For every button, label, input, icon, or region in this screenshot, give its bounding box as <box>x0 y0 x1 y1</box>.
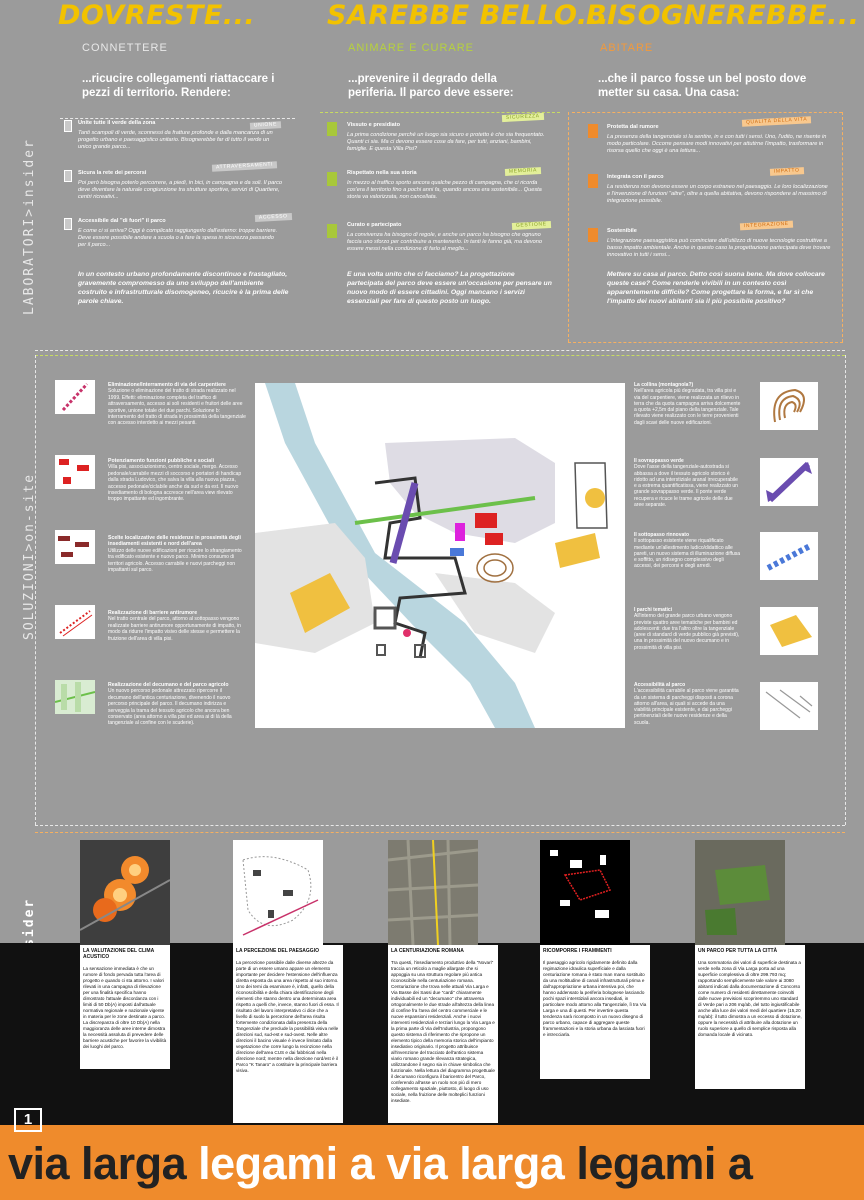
solution-left-5 <box>108 682 246 727</box>
band-text-dark: via larga <box>8 1138 199 1189</box>
solution-title: Scelte localizzative delle residenze in prossimità degli insediamenti esistenti e nord dell'area <box>108 535 241 548</box>
solution-title: Accessibilità al parco <box>634 682 686 688</box>
solution-text: Utilizzo delle nuove edificazioni per ricucire lo sfrangiamento tra edificato esistente e nuovo parco. Minimo consumo di territori agricolo. Accesso carrabile e nuovi parcheggi non impattanti sul parco. <box>108 547 242 574</box>
col1-subtitle: CONNETTERE <box>82 42 168 54</box>
solution-thumbnail <box>55 605 95 639</box>
solution-thumbnail <box>760 607 818 655</box>
col3-heading: BISOGNEREBBE... <box>586 0 860 31</box>
solution-title: Eliminazione/Interramento di via del carpentiere <box>108 382 226 388</box>
solution-text: Nel tratto centrale del parco, attorno al sottopasso vengono realizzate barriere antirumore opportunamente di impatto, in modo da ridurre l'impatto visivo delle stesse e permettere la fruizione dell'area di villa pisi. <box>108 616 241 642</box>
solution-right-5 <box>634 682 742 726</box>
residences-icon <box>55 530 95 564</box>
analysis-text: La percezione possibile dalle diverse altezze da parte di un essere umano appare un elemento importante per decidere l'estensione dell'influenza diretta esposta da una area rispetto al suo intorno. Uno dei temi da esaminare è, infatti, quello della riconoscibilità e della chiara identificazione degli elementi che stanno dentro una determinata area rispetto a quelli che, invece, stanno fuori di essa. Il risultato del lavoro interpretativo ci dice che a livello di suolo la percezione dell'area risulta fortemente condizionata dalla presenza della Tangenziale che preclude la possibilità visiva nelle direzioni sud, sud-est e sud-ovest. Nelle altre direzioni il bacino visuale è invece limitato dalla vegetazione che corre lungo la recinzione nella direzione dell'area CUS e dai fabbricati nella direzione nord; mentre nella direzione nord/est è il Parco "K Tanaro" a costituire la principale barriera visiva. <box>236 960 339 1073</box>
divider-line <box>568 112 569 342</box>
solution-thumbnail <box>55 680 95 714</box>
bullet-square <box>327 224 337 238</box>
item-text: L'integrazione paesaggistica può cominciare dall'utilizzo di nuove tecnologie costruttive a basso impatto ambientale. Anche in questo caso la progettazione partecipata deve trovare innovativo in tutti i sensi... <box>607 238 831 258</box>
col1-closing: In un contesto urbano profondamente discontinuo e frastagliato, gravemente compromesso da uno sviluppo dell'ambiente costruito e infrastrutturale disomogeneo, ricucire è la prima delle parole chiave. <box>78 271 289 305</box>
bullet-square <box>588 228 598 242</box>
roman-centuriation-map <box>388 840 478 945</box>
solution-text: Soluzione o eliminazione del tratto di strada realizzato nel 1999. Effetti: eliminazione completa del traffico di attraversamento, accesso ai soli residenti e fruitori delle aree sportive, unione totale dei due parchi. Soluzione b: interramento del tratto di strada in prossimità della tangenziale con accesso interdetto ai mezzi pesanti. <box>108 388 246 427</box>
item-text: La convivenza ha bisogno di regole, e anche un parco ha bisogno che ognuno faccia uno sforzo per contribuire a mantenerlo. In tanti le fanno già, ma devono essere messi nella condizione di farlo al meglio... <box>347 232 542 252</box>
solution-title: I parchi tematici <box>634 607 673 613</box>
analysis-text: Tra questi, l'insediamento produttivo della "Novari" traccia un reticolo a maglie allargate che si appoggia su una struttura regolare più antica riconoscibile nella centuriazione romana. Centuriazione che trova nelle attuali Via Larga e Via Basse dei Sassi due "cardi" chiaramente individuabili ed un "decumano" che attraversa ortogonalmente le due strade all'altezza della linea di confine fra l'area del centro commerciale e le nuove espansioni residenziali. Anche i nuovi interventi residenziali e terziari lungo la Via Larga e la prima parte di Via dell'Industria, propongono questo sistema di riferimento che ripropone un elemento tipico della memoria storica dell'impianto insediativo originario. Il progetto attribuisce all'invenzione del tracciato dell'antico sistema viario romano grande rilevanza strategica, utilizzandone il segno sia in chiave simbolica che funzionale. Nella lettura del diagramma progettuale il decumano riconfigura il baricentro del Parco, conferendo all'asse un ruolo non più di mero collegamento spaziale, piuttosto, di luogo di uso sociale, nella fruizione delle molteplici funzioni insediate. <box>391 960 495 1103</box>
solution-thumbnail <box>760 682 818 730</box>
solution-left-2 <box>108 458 246 503</box>
bullet-square <box>327 172 337 186</box>
col3-item <box>607 228 832 259</box>
item-text: Poi però bisogna poterlo percorrere, a piedi, in bici, in campagna e da soli. Il parco deve diventare la naturale congiunzione tra strutture sportive, servizi di Quartiere, centri ricreativi... <box>78 180 282 200</box>
col3-intro: ...che il parco fosse un bel posto dove metter su casa. Una casa: <box>598 73 807 99</box>
solution-left-1 <box>108 382 246 427</box>
item-title: Unite tutte il verde della zona <box>78 120 156 126</box>
item-text: E come ci si arriva? Oggi è complicato raggiungerlo dall'esterno: troppe barriere. Deve essere possibile andare a scuola o a fare la spesa in sicurezza passando per il parco... <box>78 228 278 248</box>
analysis-text: La sensazione immediata è che un rumore di fondo pervada tutta l'area di progetto e quando ci sta attorno. I valori rilevati in una campagna di rilevazione per una finalità specifica hanno dimostrato l'attuale discordanza con i limiti di 50 Db(A) imposti dall'attuale normativa regionale e nazionale vigente in materia per le zone destinate a parco. La discrepanza di oltre 10 Db(A) nella maggioranza delle aree interne dimostra la necessità assoluta di prevedere delle barriere acustiche per favorire la vivibilità dei luoghi del parco. <box>83 966 167 1049</box>
divider-line <box>35 825 845 826</box>
item-tag: SICUREZZA <box>502 113 544 122</box>
public-functions-icon <box>55 455 95 489</box>
bullet-square <box>64 218 72 230</box>
solution-thumbnail <box>760 458 818 506</box>
divider-line <box>842 112 843 342</box>
solution-thumbnail <box>760 382 818 430</box>
item-title: Sicura la rete dei percorsi <box>78 170 147 176</box>
divider-line <box>320 112 560 113</box>
solution-title: Il sovrappasso verde <box>634 458 684 464</box>
bullet-square <box>64 120 72 132</box>
hill-contour-icon <box>760 382 818 430</box>
noise-map-image <box>80 840 170 945</box>
col2-subtitle: ANIMARE E CURARE <box>348 42 475 54</box>
item-tag: ATTRAVERSAMENTI <box>212 161 277 171</box>
figure-ground-image <box>540 840 630 945</box>
road-removal-icon <box>55 380 95 414</box>
acoustic-climate-map <box>80 840 170 945</box>
page-number: 1 <box>14 1108 42 1132</box>
item-text: Tanti scampoli di verde, sconnessi da fratture profonde e dalla mancanza di un progetto urbano e paesaggistico unitario. Bisognerebbe far di tutto il verde un unico grande parco... <box>78 130 273 150</box>
item-title: Curato e partecipato <box>347 222 402 228</box>
solution-left-4 <box>108 610 246 642</box>
solution-right-3 <box>634 532 742 570</box>
perception-diagram <box>233 840 323 945</box>
divider-line <box>572 112 842 113</box>
item-tag: QUALITÀ DELLA VITA <box>742 116 812 127</box>
solution-text: Il sottopasso esistente viene riqualificato mediante un'allestimento ludico/didattico alle pareti, un nuovo sistema di illuminazione diffusa e soffitto, un ridisegno complessivo degli accessi, dei percorsi e degli arredi. <box>634 538 741 570</box>
solution-text: All'interno del grande parco urbano vengono previste quattro aree tematiche per bambini ed adolescenti: due tra l'altro oltre la tangenziale (aree di standard di verde pubblico già previsti), una in prossimità del nuovo decumano e in prossimità di villa pisi. <box>634 613 740 651</box>
side-label-soluzioni: SOLUZIONI>on-site <box>22 472 37 640</box>
analysis-title: LA CENTURIAZIONE ROMANA <box>391 948 464 954</box>
noise-barrier-icon <box>55 605 95 639</box>
col1-item <box>78 218 283 249</box>
green-bridge-icon <box>760 458 818 506</box>
divider-line <box>845 355 846 825</box>
analysis-text: Il paesaggio agricolo rigidamente definito dalla regimazione idraulica superficiale e dalla centuriazione romana è stato man mano sostituito da una moltitudine di canali infrastrutturali prima e dall'appropriazione urbana intensiva poi, che hanno addensato la periferia bolognese lasciando pochi spazi interstiziali ancora insediati, in particolare modo attorno alla Tangenziale, lì tra Via Larga e una di questi. Per invertire questa tendenza sarà ricomposto in un nuovo disegno di parco urbano, capace di aggregare queste frammentazioni e la storia urbana da lasciata fuori e intrecciarla. <box>543 960 647 1037</box>
theme-parks-icon <box>760 607 818 655</box>
item-title: Accessibile dal "di fuori" il parco <box>78 218 166 224</box>
solution-right-4 <box>634 607 742 651</box>
analysis-title: LA VALUTAZIONE DEL CLIMA ACUSTICO <box>83 948 155 960</box>
bullet-square <box>588 124 598 138</box>
master-plan-map <box>255 383 625 728</box>
solution-title: Realizzazione del decumano e del parco agricolo <box>108 682 229 688</box>
item-text: La presenza della tangenziale si la sentire, in e con tutti i sensi. Uno, l'udito, ne risente in modo particolare. Occorre pensare modi innovativi per attutirne l'impatto, trasformare in risorsa quello che oggi è una lettura... <box>607 134 827 154</box>
col1-intro: ...ricucire collegamenti riattaccare i pezzi di territorio. Rendere: <box>82 73 275 99</box>
solution-title: Realizzazione di barriere antirumore <box>108 610 198 616</box>
city-park-map <box>695 840 785 945</box>
col3-item <box>607 174 832 205</box>
bullet-square <box>588 174 598 188</box>
item-title: Sostenibile <box>607 228 637 234</box>
site-plan-drawing <box>255 383 625 728</box>
analysis-card-4 <box>540 945 650 1079</box>
col2-closing: E una volta unito che ci facciamo? La progettazione partecipata del parco deve essere un'occasione per pensare un nuovo modo di essere cittadini. Oggi mancano i servizi essenziali per fare di questo posto un luogo. <box>347 271 552 305</box>
solution-thumbnail <box>55 380 95 414</box>
landscape-perception-map <box>233 840 323 945</box>
divider-line <box>35 832 845 833</box>
item-text: La prima condizione perché un luogo sia sicuro e protetto è che sia frequentato. Quanti ci sia. Ma ci devono essere cose da fare, per tutti, anziani, bambini, famiglie. E questa Villa Pisi? <box>347 132 545 152</box>
accessibility-icon <box>760 682 818 730</box>
title-band-text <box>8 1138 752 1190</box>
solution-text: L'accessibilità carrabile al parco viene garantita da un sistema di parcheggi disposti a corona attorno all'area, ai quali si accede da una viabilità principale esistente, e dai parcheggi pertinenziali delle nuove residenze e della scuola. <box>634 688 739 726</box>
item-title: Integrata con il parco <box>607 174 664 180</box>
solution-thumbnail <box>760 532 818 580</box>
analysis-card-1 <box>80 945 170 1069</box>
solution-text: Dove l'asse della tangenziale-autostrada si abbassa a dove il tessuto agricolo storico è ridotto ad una interstiziale aranal irrecuperabile e a estrema quantificatissa, viene realizzato un grande sovrappasso verde. Il ponte verde recupera e ricuce le trame agricole delle due aree separate. <box>634 464 738 509</box>
divider-line <box>35 355 845 356</box>
solution-left-3 <box>108 535 246 573</box>
item-title: Vissuto e presidiato <box>347 122 401 128</box>
item-tag: INTEGRAZIONE <box>740 221 793 231</box>
analysis-card-2 <box>233 945 343 1123</box>
analysis-card-3 <box>388 945 498 1123</box>
bullet-square <box>327 122 337 136</box>
item-tag: IMPATTO <box>770 167 804 176</box>
green-areas-image <box>695 840 785 945</box>
solution-text: Un nuovo percorso pedonale attrezzato ripercorre il decumano dell'antica centuriazione, divenendo il nuovo percorso principale del parco. Il decumano indirizza e serveggia la trama del tessuto agricolo che ancora ben conservato (area attorno a villa pisi ed area ai di là della tangenziale al confine con le scuderie). <box>108 688 232 727</box>
col1-item <box>78 170 283 201</box>
divider-line <box>35 350 845 351</box>
item-text: La residenza non devono essere un corpo estraneo nel paesaggio. Le loro localizzazione e l'invenzione di funzioni "altre", oltre a quella abitativa, devono rispondere al massimo di integrazione possibile. <box>607 184 828 204</box>
item-title: Protetta dal rumore <box>607 124 659 130</box>
decumano-icon <box>55 680 95 714</box>
divider-line <box>60 118 295 119</box>
item-tag: GESTIONE <box>512 221 551 230</box>
analysis-title: LA PERCEZIONE DEL PAESAGGIO <box>236 948 319 954</box>
bullet-square <box>64 170 72 182</box>
analysis-title: RICOMPORRE I FRAMMENTI <box>543 948 612 954</box>
fragments-map <box>540 840 630 945</box>
divider-line <box>568 342 843 343</box>
band-text-dark: legami a <box>576 1138 753 1189</box>
solution-text: Nell'area agricola più degradata, tra villa pisi e via del carpentiere, viene realizzata un rilievo in terra che da quota campagna arriva dolcemente a quota +2,5m dal piano della tangenziale. Tale rilevato viene realizzato con le terre provenienti dagli scavi delle nuove edificazioni. <box>634 388 741 426</box>
solution-right-2 <box>634 458 742 508</box>
col3-subtitle: ABITARE <box>600 42 654 54</box>
band-text-light: legami a via larga <box>198 1138 577 1189</box>
solution-title: Potenziamento funzioni pubbliche e sociali <box>108 458 215 464</box>
solution-right-1 <box>634 382 742 426</box>
item-tag: MEMORIA <box>505 167 541 176</box>
col3-item <box>607 124 832 155</box>
item-tag: ACCESSO <box>255 213 292 222</box>
solution-thumbnail <box>55 455 95 489</box>
item-title: Rispettato nella sua storia <box>347 170 417 176</box>
item-text: In mezzo al traffico sporto ancora qualche pezzo di campagna, che ci ricorda cos'era il territorio fino a pochi anni fa, quando ancora era sostenibile... Questa storia va valorizzata, non cancellata. <box>347 180 542 200</box>
solution-thumbnail <box>55 530 95 564</box>
col2-intro: ...prevenire il degrado della periferia. Il parco deve essere: <box>348 73 514 99</box>
col2-heading: SAREBBE BELLO... <box>327 0 610 31</box>
item-tag: UNIONE <box>250 121 281 130</box>
solution-text: Villa pisi, associazionismo, centro sociale, mergo. Accesso pedonale/carrabile mezzi di soccorso e portatori di handicap dalla strada Ludovico, che salva la villa alla nuova piazza, accesso pedonale/ciclabile anche da sud e da est. Il nuovo insediamento di bologna accresce nell'area view rilevato troppo impattante ed ingombrante. <box>108 464 242 503</box>
underpass-icon <box>760 532 818 580</box>
side-label-laboratori: LABORATORI>insider <box>22 138 37 315</box>
analysis-title: UN PARCO PER TUTTA LA CITTÀ <box>698 948 778 954</box>
solution-title: Il sottopasso rinnovato <box>634 532 690 538</box>
analysis-text: Una sommatoria dei valori di superficie destinata a verde nella zona di Via Larga porta ad una superficie complessiva di oltre 299.793 mq; rapportando semplicemente tale valore ai 3080 abitanti indicati dalla documentazione di Concorso come numero di residenti direttamente coinvolti dalle nuove previsioni scopriremmo uno standard di Verde pari a 206 mq/ab, del tutto ingiustificabile anche alla luce dei valori medi del quartiere (15,20 mq/ab): il tutto dimostra a un eccesso di dotazione, oppure la necessità di attribuire alla dotazione un ruolo superiore a quello di semplice risposta alla domanda locale di vicinato. <box>698 960 802 1037</box>
analysis-card-5 <box>695 945 805 1089</box>
col1-heading: DOVRESTE... <box>58 0 256 31</box>
aerial-photo-image <box>388 840 478 945</box>
col3-closing: Mettere su casa al parco. Detto così suona bene. Ma dove collocare queste case? Come renderle vivibili in un contesto così apparentemente difficile? Come progettare la forma, e far sì che l'impatto dei nuovi abitanti sia il più possibile positivo? <box>607 271 825 305</box>
solution-title: La collina (montagnola?) <box>634 382 694 388</box>
col2-item <box>347 122 547 153</box>
